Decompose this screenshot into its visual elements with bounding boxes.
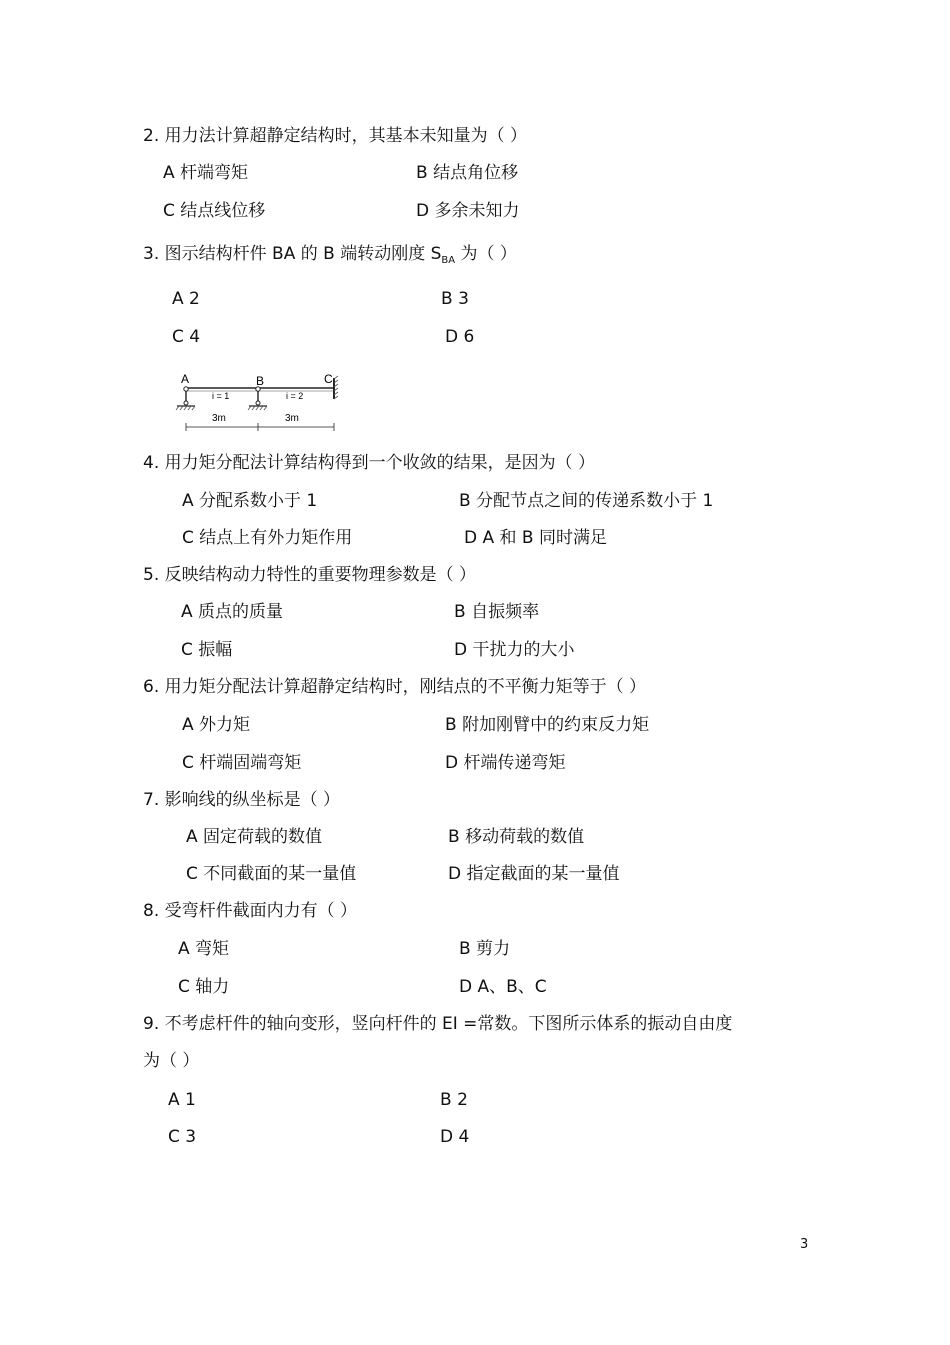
- q8-option-d[interactable]: D A、B、C: [459, 977, 547, 997]
- q7-option-a[interactable]: A 固定荷载的数值: [186, 827, 323, 847]
- node-label-a: A: [181, 372, 190, 386]
- stiffness-label-ab: i = 1: [212, 391, 230, 401]
- q2-option-d[interactable]: D 多余未知力: [416, 201, 520, 221]
- q7-option-c[interactable]: C 不同截面的某一量值: [186, 864, 357, 884]
- q3-option-c[interactable]: C 4: [172, 327, 201, 347]
- question-5-stem: 5. 反映结构动力特性的重要物理参数是（ ）: [143, 565, 477, 585]
- question-6-stem: 6. 用力矩分配法计算超静定结构时，刚结点的不平衡力矩等于（ ）: [143, 677, 647, 697]
- q8-option-a[interactable]: A 弯矩: [178, 939, 230, 959]
- question-7-stem: 7. 影响线的纵坐标是（ ）: [143, 790, 341, 810]
- q3-option-b[interactable]: B 3: [441, 289, 469, 309]
- q9-option-a[interactable]: A 1: [168, 1090, 196, 1110]
- node-label-b: B: [256, 374, 265, 388]
- dimension-label-ab: 3m: [212, 413, 226, 424]
- beam-diagram: [170, 368, 350, 438]
- q8-option-c[interactable]: C 轴力: [178, 977, 230, 997]
- question-9-stem-continued: 为（ ）: [143, 1051, 200, 1071]
- q3-option-a[interactable]: A 2: [172, 289, 200, 309]
- q4-option-a[interactable]: A 分配系数小于 1: [182, 491, 318, 511]
- q6-option-b[interactable]: B 附加刚臂中的约束反力矩: [445, 715, 650, 735]
- q6-option-d[interactable]: D 杆端传递弯矩: [445, 753, 566, 773]
- q5-option-d[interactable]: D 干扰力的大小: [454, 640, 575, 660]
- q4-option-c[interactable]: C 结点上有外力矩作用: [182, 528, 353, 548]
- pin-support-b: [248, 387, 267, 410]
- q6-option-c[interactable]: C 杆端固端弯矩: [182, 753, 302, 773]
- q5-option-c[interactable]: C 振幅: [181, 640, 233, 660]
- fixed-support-c: [334, 376, 338, 399]
- q2-option-c[interactable]: C 结点线位移: [163, 201, 266, 221]
- q9-option-c[interactable]: C 3: [168, 1127, 197, 1147]
- question-9-stem: 9. 不考虑杆件的轴向变形，竖向杆件的 EI =常数。下图所示体系的振动自由度: [143, 1014, 733, 1034]
- q9-option-b[interactable]: B 2: [440, 1090, 468, 1110]
- question-3-stem: 3. 图示结构杆件 BA 的 B 端转动刚度 $S_{BA}$ 为（ ）: [143, 244, 517, 266]
- question-4-stem: 4. 用力矩分配法计算结构得到一个收敛的结果，是因为（ ）: [143, 453, 596, 473]
- q6-option-a[interactable]: A 外力矩: [182, 715, 251, 735]
- stiffness-label-bc: i = 2: [286, 391, 304, 401]
- q5-option-a[interactable]: A 质点的质量: [181, 602, 284, 622]
- q4-option-b[interactable]: B 分配节点之间的传递系数小于 1: [459, 491, 714, 511]
- q5-option-b[interactable]: B 自振频率: [454, 602, 540, 622]
- dimension-line: [186, 423, 334, 431]
- q2-option-a[interactable]: A 杆端弯矩: [163, 163, 249, 183]
- page-number: 3: [800, 1237, 809, 1252]
- q9-option-d[interactable]: D 4: [440, 1127, 470, 1147]
- pin-support-a: [176, 387, 195, 410]
- node-label-c: C: [324, 372, 333, 386]
- q2-option-b[interactable]: B 结点角位移: [416, 163, 519, 183]
- question-8-stem: 8. 受弯杆件截面内力有（ ）: [143, 901, 358, 921]
- q7-option-b[interactable]: B 移动荷载的数值: [448, 827, 585, 847]
- q4-option-d[interactable]: D A 和 B 同时满足: [464, 528, 607, 548]
- q7-option-d[interactable]: D 指定截面的某一量值: [448, 864, 620, 884]
- question-2-stem: 2. 用力法计算超静定结构时，其基本未知量为（ ）: [143, 126, 528, 146]
- q8-option-b[interactable]: B 剪力: [459, 939, 511, 959]
- q3-option-d[interactable]: D 6: [445, 327, 475, 347]
- dimension-label-bc: 3m: [285, 413, 299, 424]
